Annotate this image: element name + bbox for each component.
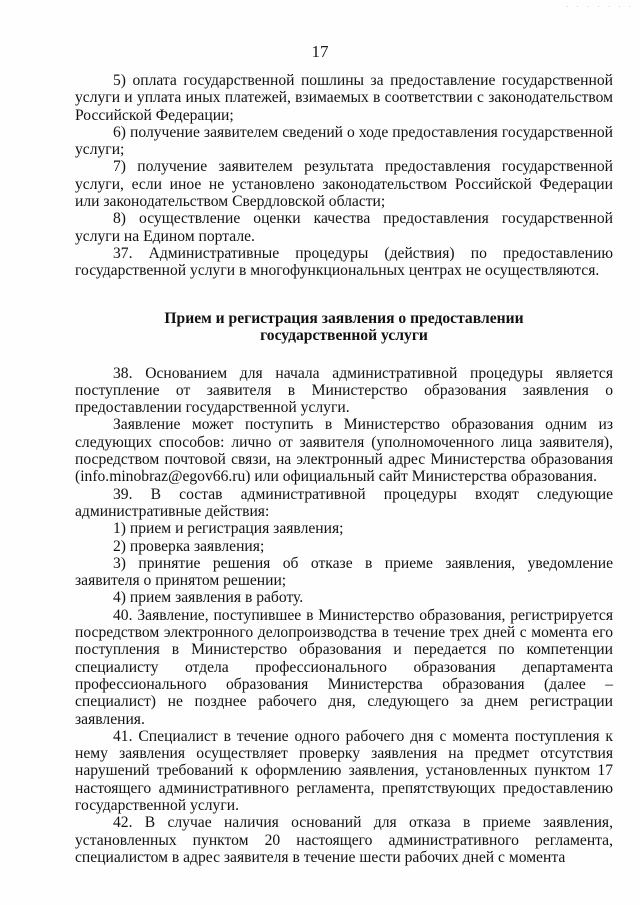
list-item-3: 3) принятие решения об отказе в приеме заявления, уведомление заявителя о принятом решении; [75, 554, 613, 590]
paragraph-item-5: 5) оплата государственной пошлины за предоставление государственной услуги и уплата иных платежей, взимаемых в соответствии с законодательством Российской Федерации; [75, 72, 613, 124]
paragraph-item-7: 7) получение заявителем результата предоставления государственной услуги, если иное не установлено законодательством Российской Федерации или законодательством Свердловской области; [75, 158, 613, 211]
paragraph-40: 40. Заявление, поступившее в Министерство образования, регистрируется посредством электронного делопроизводства в течение трех дней с момента его поступления в Министерство образования и передается по компетенции специалисту отдела профессионального образования департамента профессионального образования Министерства образования (далее – специалист) не позднее рабочего дня, следующего за днем регистрации заявления. [75, 606, 613, 728]
list-item-1: 1) прием и регистрация заявления; [113, 520, 344, 538]
paragraph-38: 38. Основанием для начала административной процедуры является поступление от заявителя в Министерство образования заявления о предоставлении государственной услуги. [75, 364, 613, 417]
paragraph-submission-methods: Заявление может поступить в Министерство образования одним из следующих способов: лично от заявителя (уполномоченного лица заявителя), посредством почтовой связи, на электронный адрес Министерства образования (info.minobraz@egov66.ru) или официальный сайт Министерства образования. [75, 416, 613, 486]
paragraph-42: 42. В случае наличия оснований для отказа в приеме заявления, установленных пунктом 20 настоящего административного регламента, специалистом в адрес заявителя в течение шести рабочих дней с момента [75, 814, 613, 866]
paragraph-41: 41. Специалист в течение одного рабочего дня с момента поступления к нему заявления осуществляет проверку заявления на предмет отсутствия нарушений требований к оформлению заявления, установленных пунктом 17 настоящего административного регламента, препятствующих предоставлению государственной услуги. [75, 727, 613, 814]
paragraph-item-8: 8) осуществление оценки качества предоставления государственной услуги на Едином портале. [75, 210, 613, 245]
corner-mark: · · · · · · · [566, 3, 634, 11]
section-heading: Прием и регистрация заявления о предоставлении государственной услуги [164, 309, 524, 345]
list-item-2: 2) проверка заявления; [113, 537, 265, 555]
document-body [75, 72, 613, 866]
paragraph-item-6: 6) получение заявителем сведений о ходе предоставления государственной услуги; [75, 123, 613, 159]
list-item-4: 4) прием заявления в работу. [113, 589, 304, 607]
paragraph-37: 37. Административные процедуры (действия) по предоставлению государственной услуги в многофункциональных центрах не осуществляются. [75, 244, 613, 280]
paragraph-39: 39. В состав административной процедуры входят следующие административные действия: [75, 485, 613, 520]
page-number: 17 [311, 42, 329, 61]
